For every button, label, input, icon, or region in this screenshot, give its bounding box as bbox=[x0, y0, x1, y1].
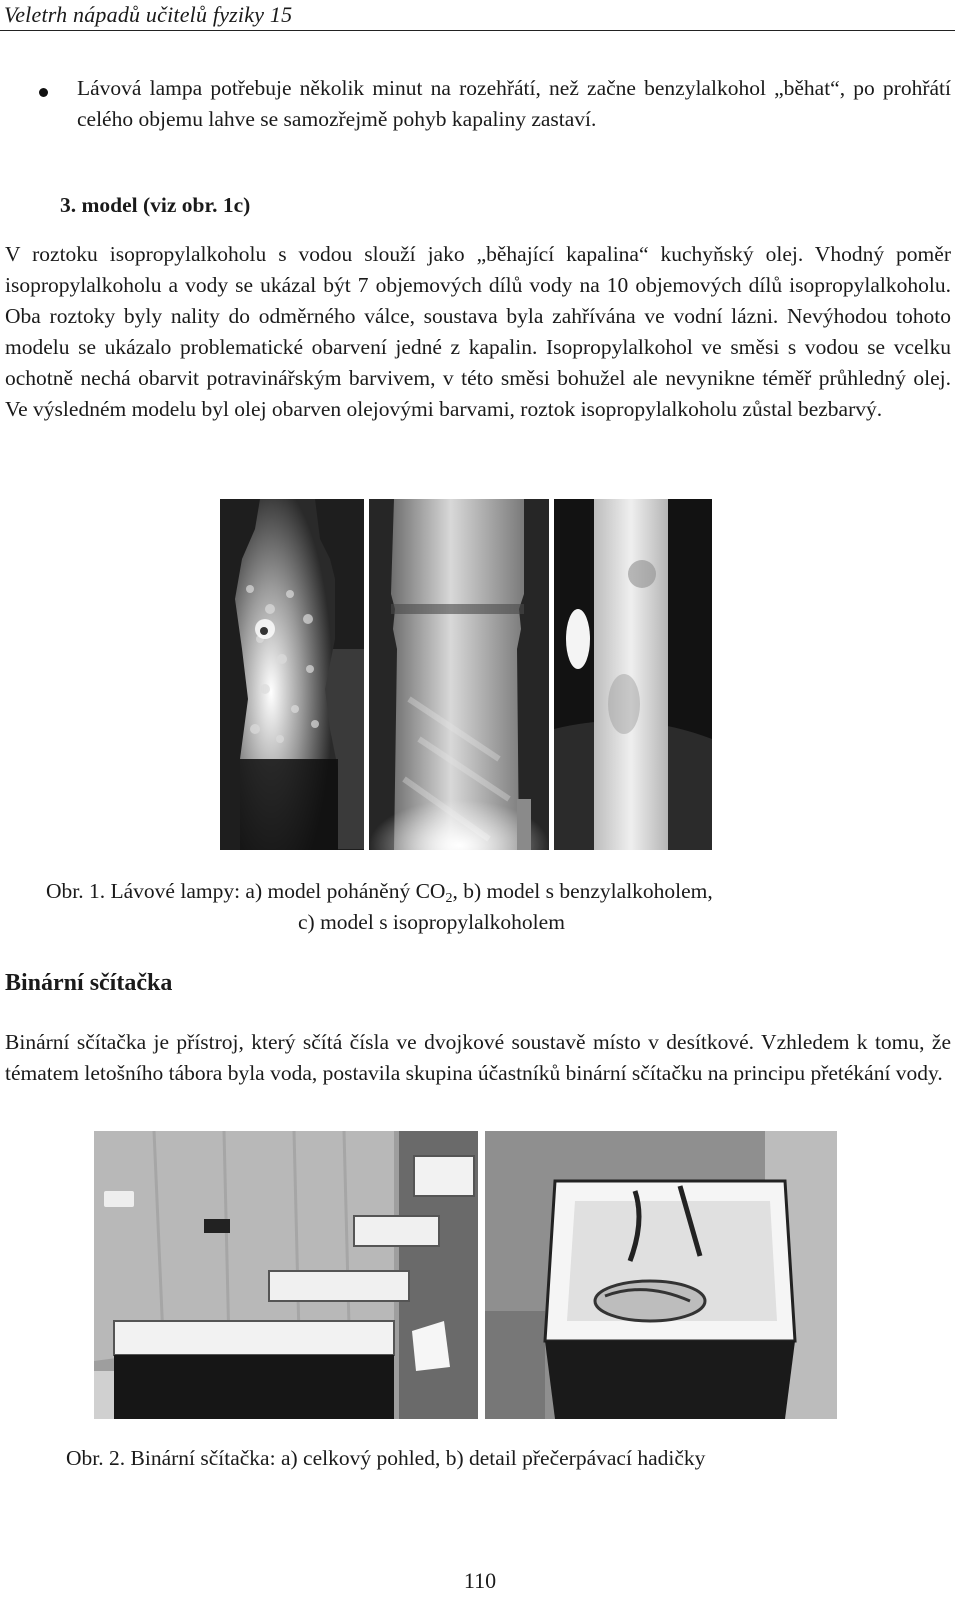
photo-lava-lamp-co2 bbox=[220, 499, 364, 850]
photo-binary-adder-overview bbox=[94, 1131, 478, 1419]
bullet-text: Lávová lampa potřebuje několik minut na rozehřátí, než začne benzylalkohol „běhat“, po prohřátí celého objemu lahve se samozřejmě pohyb kapaliny zastaví. bbox=[77, 76, 951, 131]
figure2-caption: Obr. 2. Binární sčítačka: a) celkový pohled, b) detail přečerpávací hadičky bbox=[66, 1446, 706, 1470]
header-title: Veletrh nápadů učitelů fyziky 15 bbox=[4, 2, 293, 27]
paragraph-binary-adder: Binární sčítačka je přístroj, který sčítá čísla ve dvojkové soustavě místo v desítkové. Vzhledem k tomu, že tématem letošního tábora byla voda, postavila skupina účastníků binární sčítačku na principu přetékání vody. bbox=[5, 1030, 951, 1085]
paragraph-isopropyl: V roztoku isopropylalkoholu s vodou slouží jako „běhající kapalina“ kuchyňský olej. Vhodný poměr isopropylalkoholu a vody se ukázal být 7 objemových dílů vody na 10 objemových dílů isopropylalkoholu. Oba roztoky byly nality do odměrného válce, soustava byla zahřívána ve vodní lázni. Nevýhodou tohoto modelu se ukázalo problematické obarvení jedné z kapalin. Isopropylalkohol ve směsi s vodou se vcelku ochotně nechá obarvit potravinářským barvivem, v této směsi bohužel ale nevynikne téměř průhledný olej. Ve výsledném modelu byl olej obarven olejovými barvami, roztok isopropylalkoholu zůstal bezbarvý. bbox=[5, 242, 951, 421]
section-heading: Binární sčítačka bbox=[5, 970, 173, 996]
photo-lava-lamp-benzylalcohol bbox=[369, 499, 549, 850]
figure1-caption-line1 bbox=[46, 876, 713, 907]
figure1-caption-subscript: 2 bbox=[445, 891, 453, 906]
page-number: 110 bbox=[463, 1568, 497, 1593]
photo-lava-lamp-isopropyl bbox=[554, 499, 712, 850]
bullet-point bbox=[39, 88, 48, 97]
model-heading: 3. model (viz obr. 1c) bbox=[60, 193, 251, 217]
figure1-caption-post: , b) model s benzylalkoholem, bbox=[452, 879, 713, 903]
figure1-caption-pre: Obr. 1. Lávové lampy: a) model poháněný CO bbox=[46, 879, 446, 903]
figure1-caption-line2: c) model s isopropylalkoholem bbox=[298, 910, 565, 934]
photo-binary-adder-detail bbox=[485, 1131, 837, 1419]
running-header bbox=[0, 0, 955, 31]
